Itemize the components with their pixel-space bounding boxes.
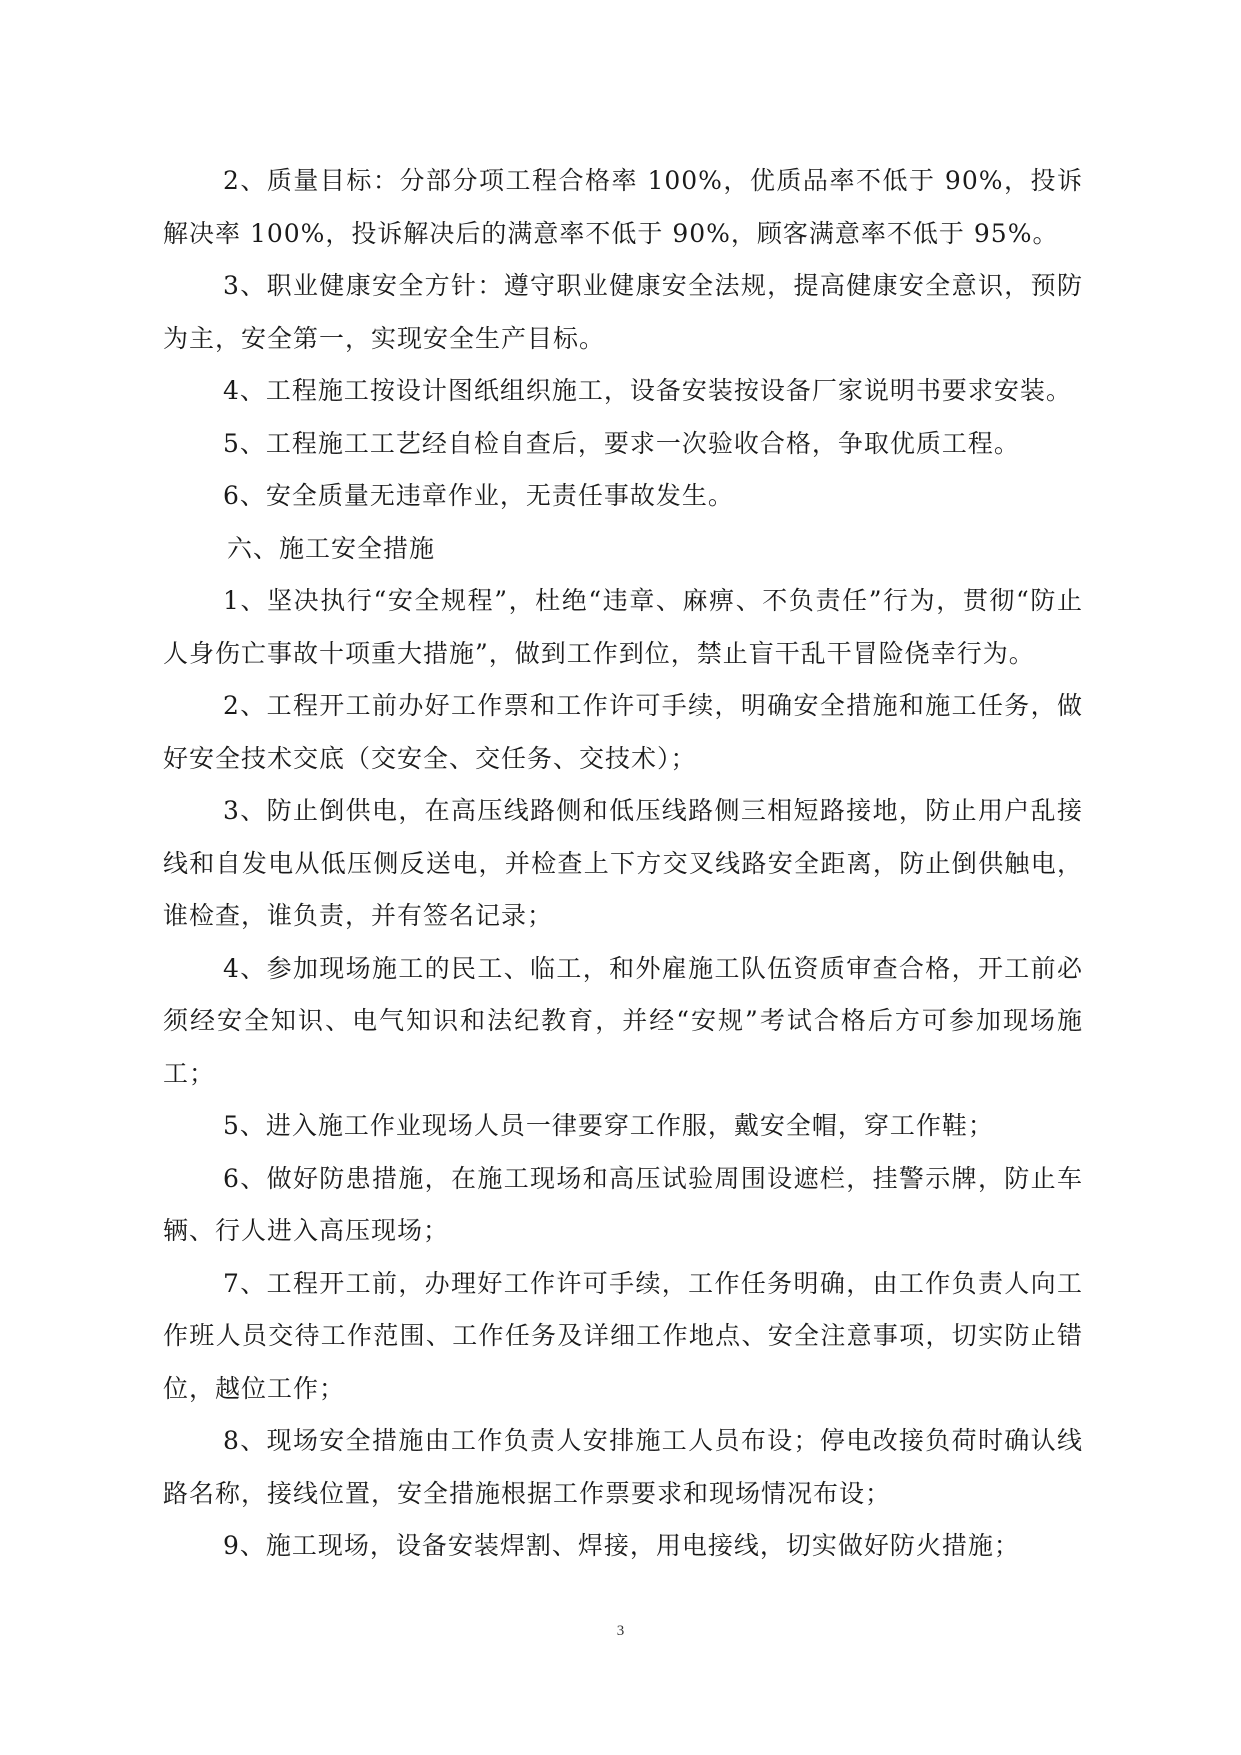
paragraph-quality-goal: 2、质量目标：分部分项工程合格率 100%，优质品率不低于 90%，投诉解决率 100%，投诉解决后的满意率不低于 90%，顾客满意率不低于 95%。 [163, 166, 1083, 248]
document-body [163, 155, 1083, 1573]
paragraph-work-permit: 2、工程开工前办好工作票和工作许可手续，明确安全措施和施工任务，做好安全技术交底（交安全、交任务、交技术）； [163, 691, 1083, 773]
section-heading-safety-measures: 六、施工安全措施 [227, 533, 436, 563]
paragraph-one-time-acceptance: 5、工程施工工艺经自检自查后，要求一次验收合格，争取优质工程。 [223, 428, 1020, 458]
paragraph-worker-qualification: 4、参加现场施工的民工、临工，和外雇施工队伍资质审查合格，开工前必须经安全知识、电气知识和法纪教育，并经“安规”考试合格后方可参加现场施工； [163, 953, 1083, 1088]
paragraph-onsite-measures: 8、现场安全措施由工作负责人安排施工人员布设；停电改接负荷时确认线路名称，接线位置，安全措施根据工作票要求和现场情况布设； [163, 1426, 1083, 1508]
paragraph-task-briefing: 7、工程开工前，办理好工作许可手续，工作任务明确，由工作负责人向工作班人员交待工作范围、工作任务及详细工作地点、安全注意事项，切实防止错位，越位工作； [163, 1268, 1083, 1403]
paragraph-fire-prevention: 9、施工现场，设备安装焊割、焊接，用电接线，切实做好防火措施； [223, 1531, 1020, 1560]
paragraph-protective-gear: 5、进入施工作业现场人员一律要穿工作服，戴安全帽，穿工作鞋； [223, 1111, 994, 1140]
paragraph-safety-rules: 1、坚决执行“安全规程”，杜绝“违章、麻痹、不负责任”行为，贯彻“防止人身伤亡事故十项重大措施”，做到工作到位，禁止盲干乱干冒险侥幸行为。 [163, 586, 1083, 668]
paragraph-health-safety-policy: 3、职业健康安全方针：遵守职业健康安全法规，提高健康安全意识，预防为主，安全第一，实现安全生产目标。 [163, 271, 1083, 353]
paragraph-no-violations: 6、安全质量无违章作业，无责任事故发生。 [223, 481, 734, 510]
paragraph-barriers-warning-signs: 6、做好防患措施，在施工现场和高压试验周围设遮栏，挂警示牌，防止车辆、行人进入高压现场； [163, 1163, 1083, 1245]
paragraph-prevent-backfeed: 3、防止倒供电，在高压线路侧和低压线路侧三相短路接地，防止用户乱接线和自发电从低压侧反送电，并检查上下方交叉线路安全距离，防止倒供触电，谁检查，谁负责，并有签名记录； [163, 796, 1083, 930]
page-number: 3 [616, 1623, 625, 1639]
paragraph-construction-by-drawings: 4、工程施工按设计图纸组织施工，设备安装按设备厂家说明书要求安装。 [223, 376, 1072, 405]
